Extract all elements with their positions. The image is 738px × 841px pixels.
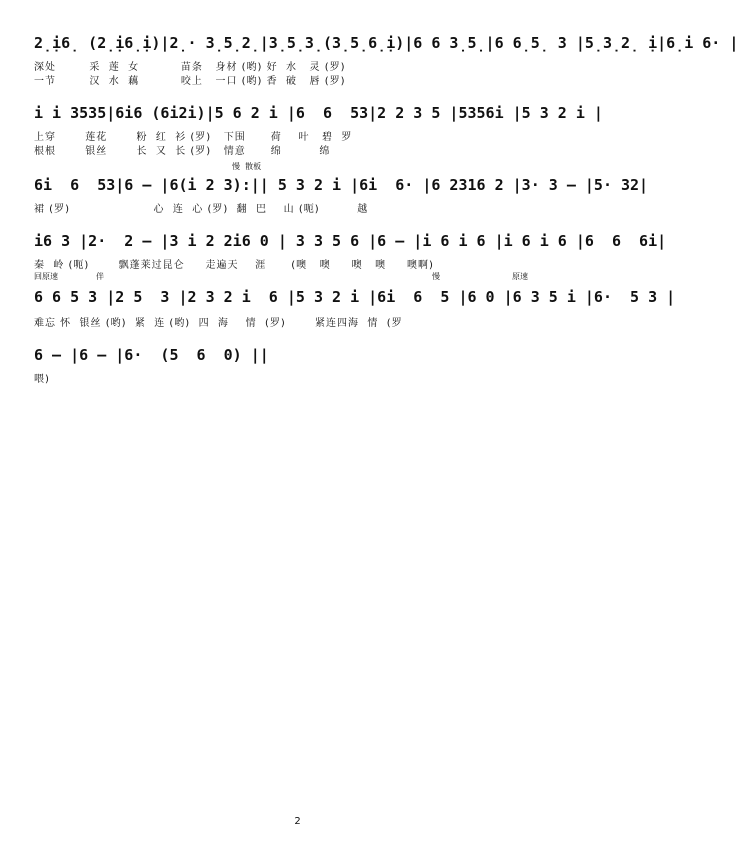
annotation-tempo-return-1: 回原速 [34,272,58,281]
annotation-slow-free: 慢 散板 [232,162,262,171]
notation-line-1: 2̣ị6̣ (2̣ị6̣ị)|2̣· 3̣5̣2̣|3̣5̣3̣(3̣5̣6̣ị)|6 6 3̣5̣|6 6̣5̣ 3 |5̣3̣2̣ ị|6̣i 6· | [34,34,738,52]
lyrics-line-3a: 裙 (罗) 心 连 心 (罗) 翻 巴 山 (呃) 越 [34,204,369,215]
notation-line-4: i6 3 |2· 2 — |3 i 2 2i6 0 | 3 3 5 6 |6 — |i 6 i 6 |i 6 i 6 |6 6 6i| [34,232,667,250]
annotation-tempo-return-2: 原速 [512,272,528,281]
notation-line-6: 6 — |6 — |6· (5 6 0) || [34,346,269,364]
notation-line-3: 6i 6 53|6 — |6(i 2 3):|| 5 3 2 i |6i 6· |6 2316 2 |3· 3 — |5· 32| [34,176,649,194]
notation-line-2: i i 3535|6i6 (6i2i)|5 6 2 i |6 6 53|2 2 3 5 |5356i |5 3 2 i | [34,104,603,122]
lyrics-line-1a: 深处 采 莲 女 苗条 身材 (哟) 好 水 灵 (罗) [34,62,346,73]
lyrics-line-2b: 根根 银丝 长 又 长 (罗) 情意 绵 绵 [34,146,331,157]
lyrics-line-1b: 一节 汉 水 藕 咬上 一口 (哟) 香 破 唇 (罗) [34,76,346,87]
annotation-slow: 慢 [432,272,440,281]
lyrics-line-6a: 喂) [34,374,50,385]
annotation-accompany: 伴 [96,272,104,281]
page-number: 2 [294,816,301,827]
lyrics-line-5a: 难忘 怀 银丝 (哟) 紧 连 (哟) 四 海 情 (罗) 紧连四海 情 (罗 [34,318,403,329]
notation-line-5: 6 6 5 3 |2 5 3 |2 3 2 i 6 |5 3 2 i |6i 6 5 |6 0 |6 3 5 i |6· 5 3 | [34,288,676,306]
lyrics-line-4a: 秦 岭 (呃) 飘蓬莱过昆仑 走遍天 涯 (噢 噢 噢 噢 噢啊) [34,260,434,271]
lyrics-line-2a: 上穿 莲花 粉 红 衫 (罗) 下围 荷 叶 碧 罗 [34,132,353,143]
